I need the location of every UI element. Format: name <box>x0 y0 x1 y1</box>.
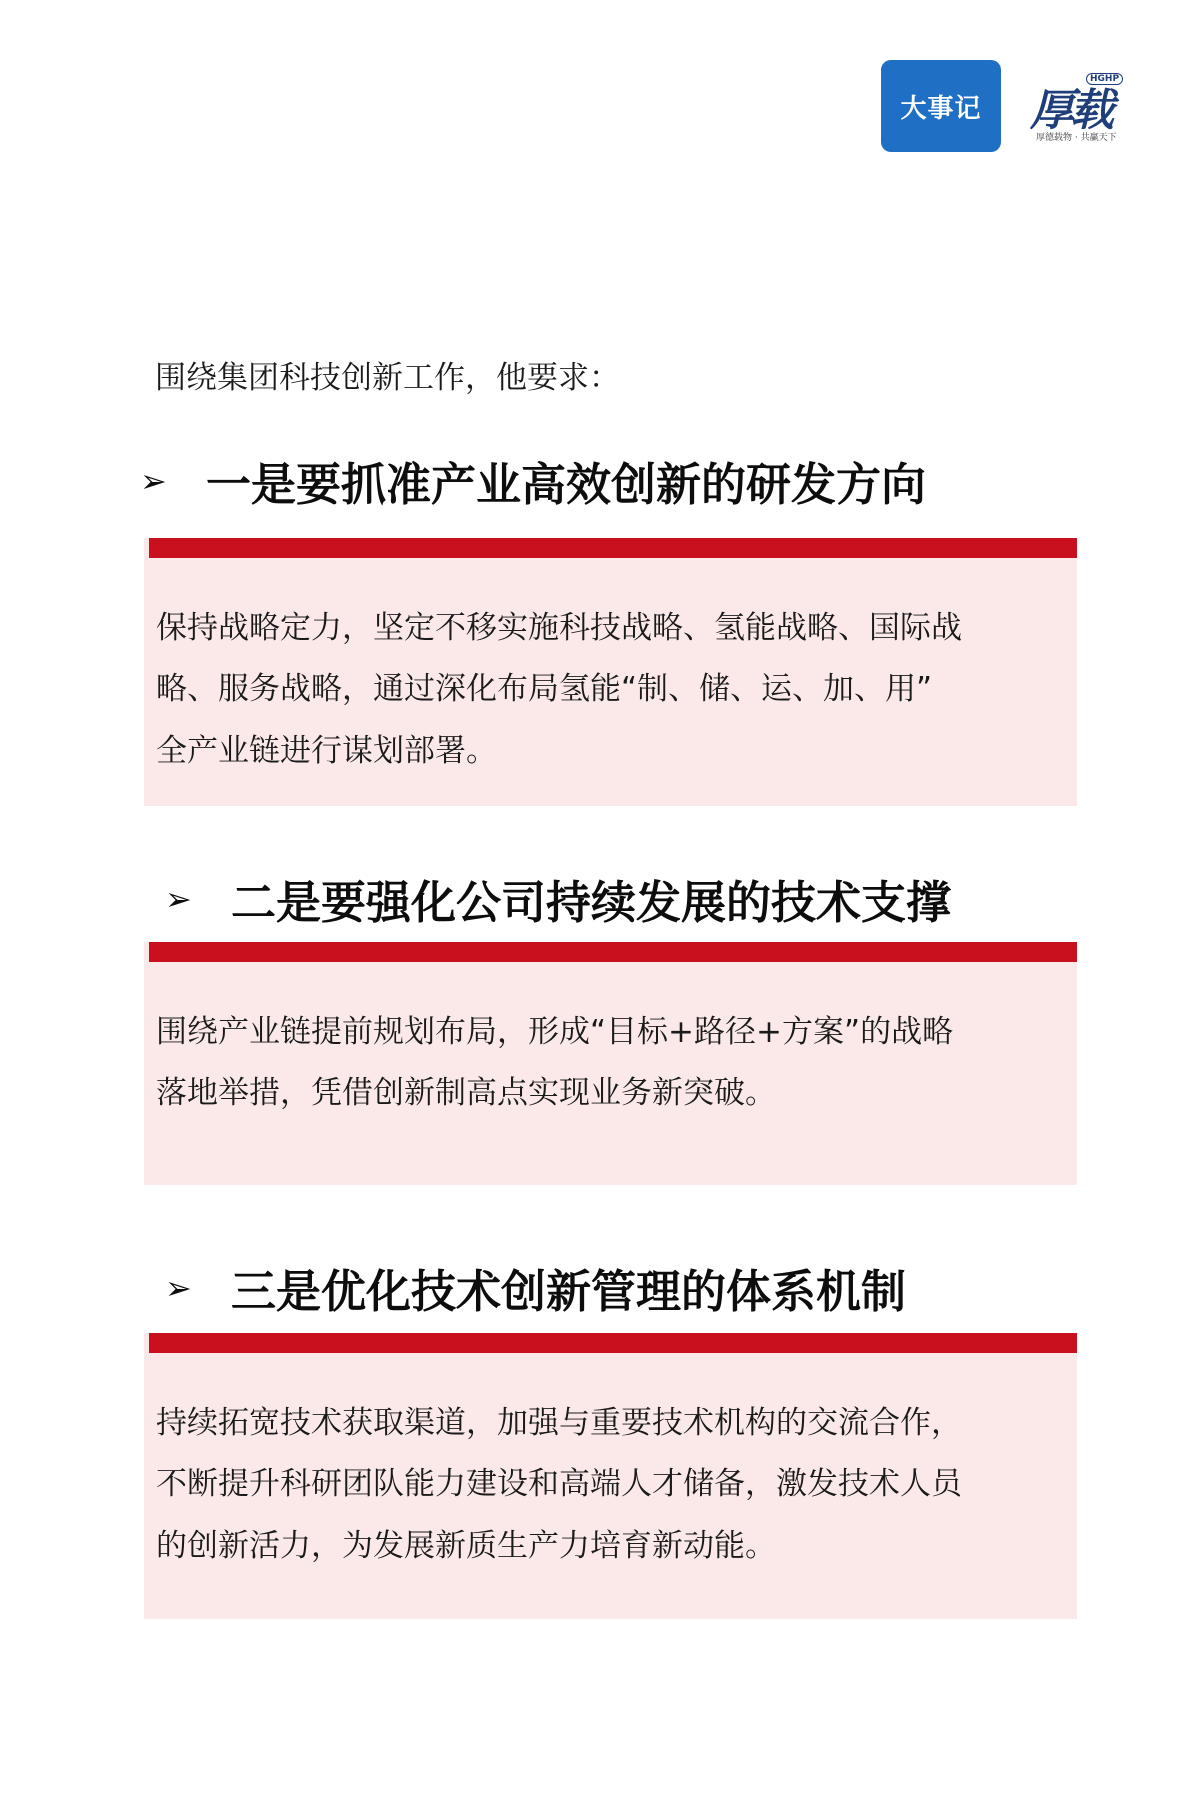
arrow-bullet-icon: ➢ <box>165 1268 192 1307</box>
section-body <box>144 558 1077 782</box>
logo-glyphs: 厚载 <box>1030 85 1110 136</box>
body-line: 落地举措，凭借创新制高点实现业务新突破。 <box>156 1075 776 1112</box>
body-line: 的创新活力，为发展新质生产力培育新动能。 <box>156 1527 776 1564</box>
intro-text: 围绕集团科技创新工作，他要求： <box>155 360 620 396</box>
arrow-bullet-icon: ➢ <box>140 461 167 500</box>
section-title: 三是优化技术创新管理的体系机制 <box>231 1265 907 1318</box>
section-card-1 <box>144 538 1077 806</box>
body-line: 持续拓宽技术获取渠道，加强与重要技术机构的交流合作， <box>156 1405 962 1441</box>
section-heading-2 <box>165 866 951 931</box>
body-line: 略、服务战略，通过深化布局氢能“制、储、运、加、用” <box>156 671 933 708</box>
arrow-bullet-icon: ➢ <box>165 879 192 918</box>
section-body <box>144 962 1077 1125</box>
section-card-3 <box>144 1333 1077 1619</box>
logo-mark: HGHP <box>1086 73 1123 85</box>
red-divider-bar <box>149 942 1077 962</box>
section-card-2 <box>144 942 1077 1185</box>
section-badge: 大事记 <box>881 60 1001 152</box>
red-divider-bar <box>149 538 1077 558</box>
section-title: 二是要强化公司持续发展的技术支撑 <box>231 876 952 929</box>
body-line: 保持战略定力，坚定不移实施科技战略、氢能战略、国际战 <box>156 610 962 646</box>
logo-slogan: 厚德载物 · 共赢天下 <box>1036 133 1117 143</box>
red-divider-bar <box>149 1333 1077 1353</box>
body-line: 围绕产业链提前规划布局，形成“目标+路径+方案”的战略 <box>156 1014 954 1050</box>
section-body <box>144 1353 1077 1577</box>
body-line: 全产业链进行谋划部署。 <box>156 732 497 769</box>
body-line: 不断提升科研团队能力建设和高端人才储备，激发技术人员 <box>156 1466 962 1503</box>
section-heading-3 <box>165 1255 906 1320</box>
section-heading-1 <box>140 448 926 513</box>
section-title: 一是要抓准产业高效创新的研发方向 <box>206 458 927 511</box>
